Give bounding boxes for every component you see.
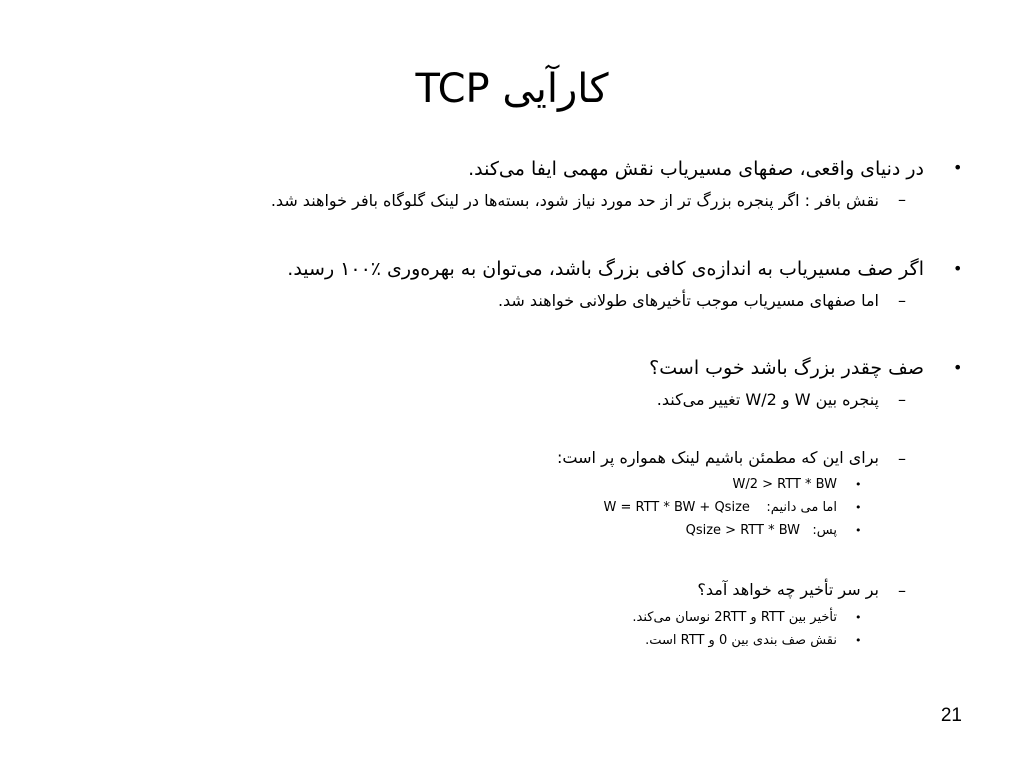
dash-marker: – [898, 190, 906, 209]
dash-marker: – [898, 291, 906, 310]
bullet-item-real-world-queues: در دنیای واقعی، صفهای مسیریاب نقش مهمی ایفا می‌کند. [468, 158, 924, 180]
sub-item-link-always-full: برای این که مطمئن باشیم لینک همواره پر است: [557, 448, 879, 467]
sub-sub-item-delay-range: تأخیر بین RTT و 2RTT نوسان می‌کند. [632, 610, 837, 625]
bullet-marker: • [855, 611, 862, 624]
bullet-item-full-utilization: اگر صف مسیریاب به اندازه‌ی کافی بزرگ باشد، می‌توان به بهره‌وری ٪۱۰۰ رسید. [287, 258, 924, 280]
bullet-marker: • [855, 478, 862, 491]
dash-marker: – [898, 390, 906, 409]
sub-item-delay-question: بر سر تأخیر چه خواهد آمد؟ [697, 580, 879, 599]
sub-sub-item-queueing-role: نقش صف بندی بین 0 و RTT است. [645, 633, 837, 648]
bullet-item-queue-size-question: صف چقدر بزرگ باشد خوب است؟ [649, 357, 924, 379]
formula-text: W/2 > RTT * BW [732, 477, 837, 492]
formula-text: W = RTT * BW + Qsize [603, 500, 750, 515]
bullet-marker: • [953, 158, 963, 177]
sub-sub-item-therefore [686, 522, 837, 540]
sub-item-long-delays: اما صفهای مسیریاب موجب تأخیرهای طولانی خواهند شد. [497, 291, 879, 310]
bullet-marker: • [855, 524, 862, 537]
formula-prefix: اما می دانیم: [766, 500, 837, 515]
sub-item-window-range: پنجره بین W و W/2 تغییر می‌کند. [656, 390, 879, 409]
slide-title: کارآیی TCP [415, 66, 609, 112]
sub-sub-item-condition [733, 476, 837, 494]
sub-item-buffer-role: نقش بافر : اگر پنجره بزرگ تر از حد مورد نیاز شود، بسته‌ها در لینک گلوگاه بافر خواهند شد. [270, 191, 879, 210]
formula-prefix: پس: [812, 523, 837, 538]
sub-sub-item-we-know [603, 499, 837, 517]
dash-marker: – [898, 449, 906, 468]
bullet-marker: • [855, 634, 862, 647]
dash-marker: – [898, 581, 906, 600]
formula-text: Qsize > RTT * BW [685, 523, 801, 538]
bullet-marker: • [953, 259, 963, 278]
bullet-marker: • [855, 501, 862, 514]
bullet-marker: • [953, 358, 963, 377]
page-number: 21 [940, 705, 962, 726]
